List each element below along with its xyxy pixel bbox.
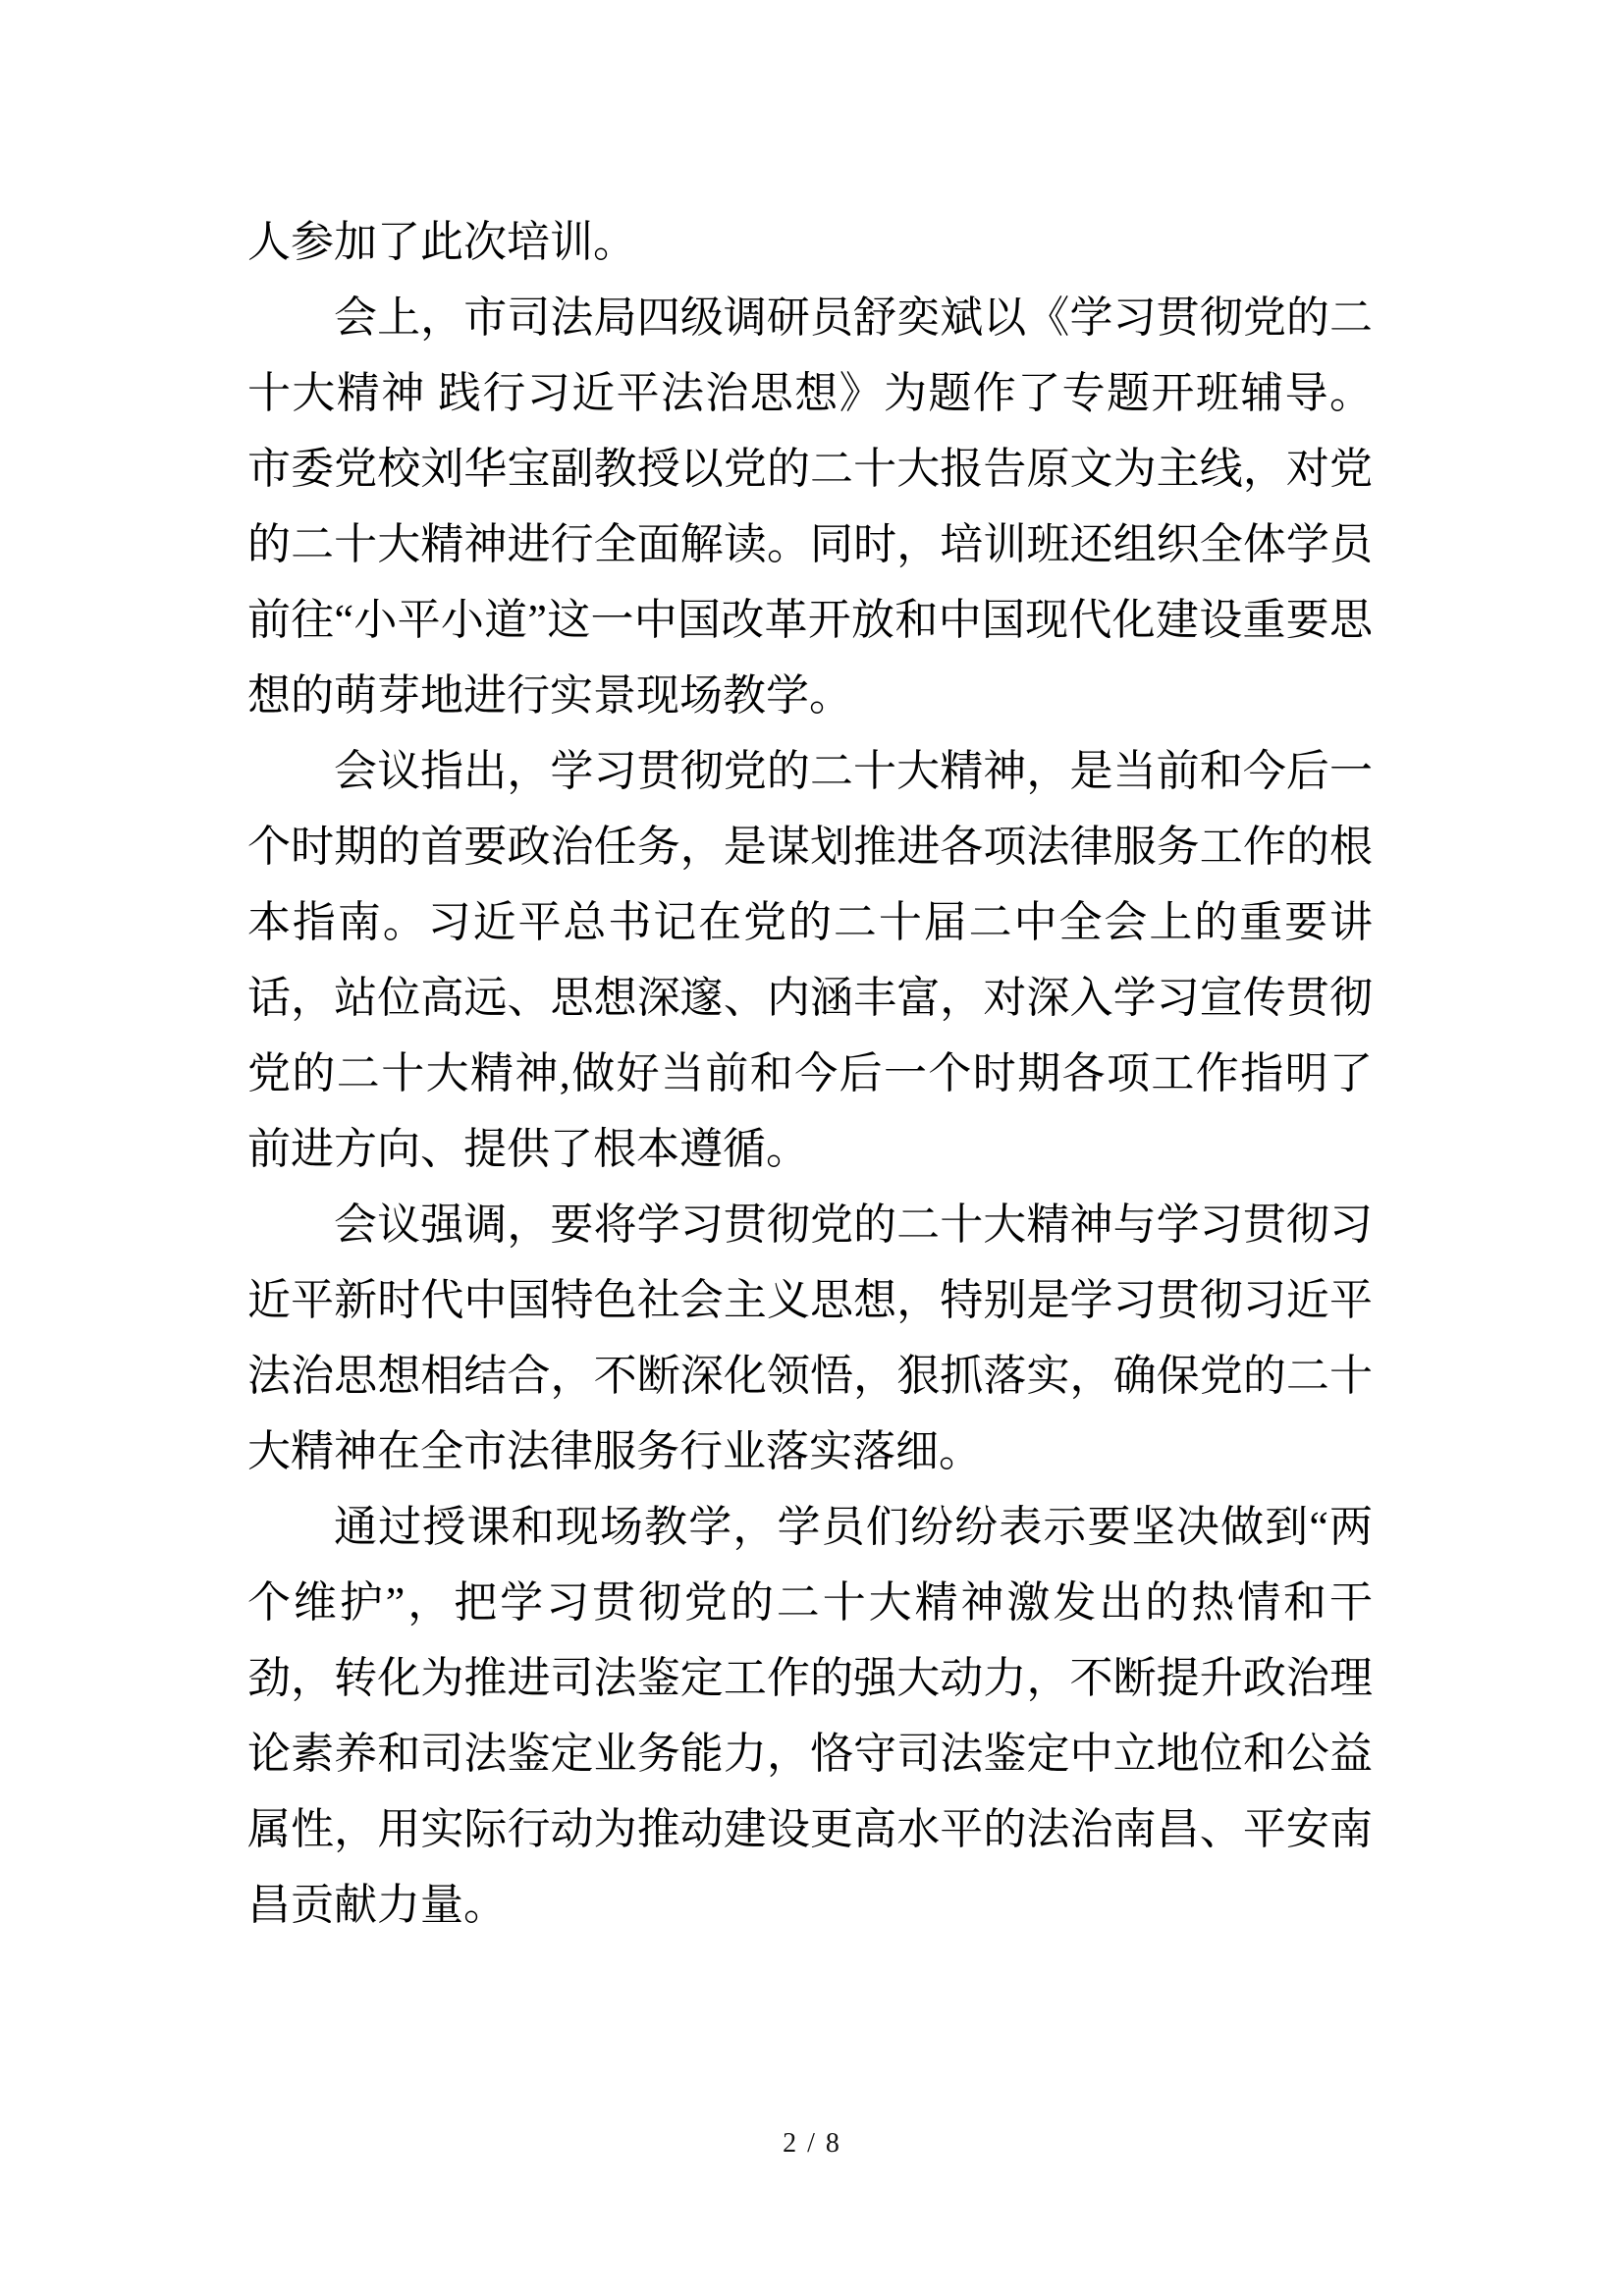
- paragraph: 通过授课和现场教学，学员们纷纷表示要坚决做到“两个维护”，把学习贯彻党的二十大精神激发出的热情和干劲，转化为推进司法鉴定工作的强大动力，不断提升政治理论素养和司法鉴定业务能力，恪守司法鉴定中立地位和公益属性，用实际行动为推动建设更高水平的法治南昌、平安南昌贡献力量。: [247, 1503, 1373, 1929]
- paragraph: 会议指出，学习贯彻党的二十大精神，是当前和今后一个时期的首要政治任务，是谋划推进各项法律服务工作的根本指南。习近平总书记在党的二十届二中全会上的重要讲话，站位高远、思想深邃、内涵丰富，对深入学习宣传贯彻党的二十大精神,做好当前和今后一个时期各项工作指明了前进方向、提供了根本遵循。: [247, 747, 1373, 1173]
- paragraph-continuation: 人参加了此次培训。: [247, 218, 636, 266]
- paragraph: 会上，市司法局四级调研员舒奕斌以《学习贯彻党的二十大精神 践行习近平法治思想》为题作了专题开班辅导。市委党校刘华宝副教授以党的二十大报告原文为主线，对党的二十大精神进行全面解读。同时，培训班还组织全体学员前往“小平小道”这一中国改革开放和中国现代化建设重要思想的萌芽地进行实景现场教学。: [247, 294, 1373, 720]
- document-body: [247, 204, 1373, 1943]
- paragraph: 会议强调，要将学习贯彻党的二十大精神与学习贯彻习近平新时代中国特色社会主义思想，特别是学习贯彻习近平法治思想相结合，不断深化领悟，狠抓落实，确保党的二十大精神在全市法律服务行业落实落细。: [247, 1201, 1373, 1475]
- page-number: 2 / 8: [783, 2128, 841, 2159]
